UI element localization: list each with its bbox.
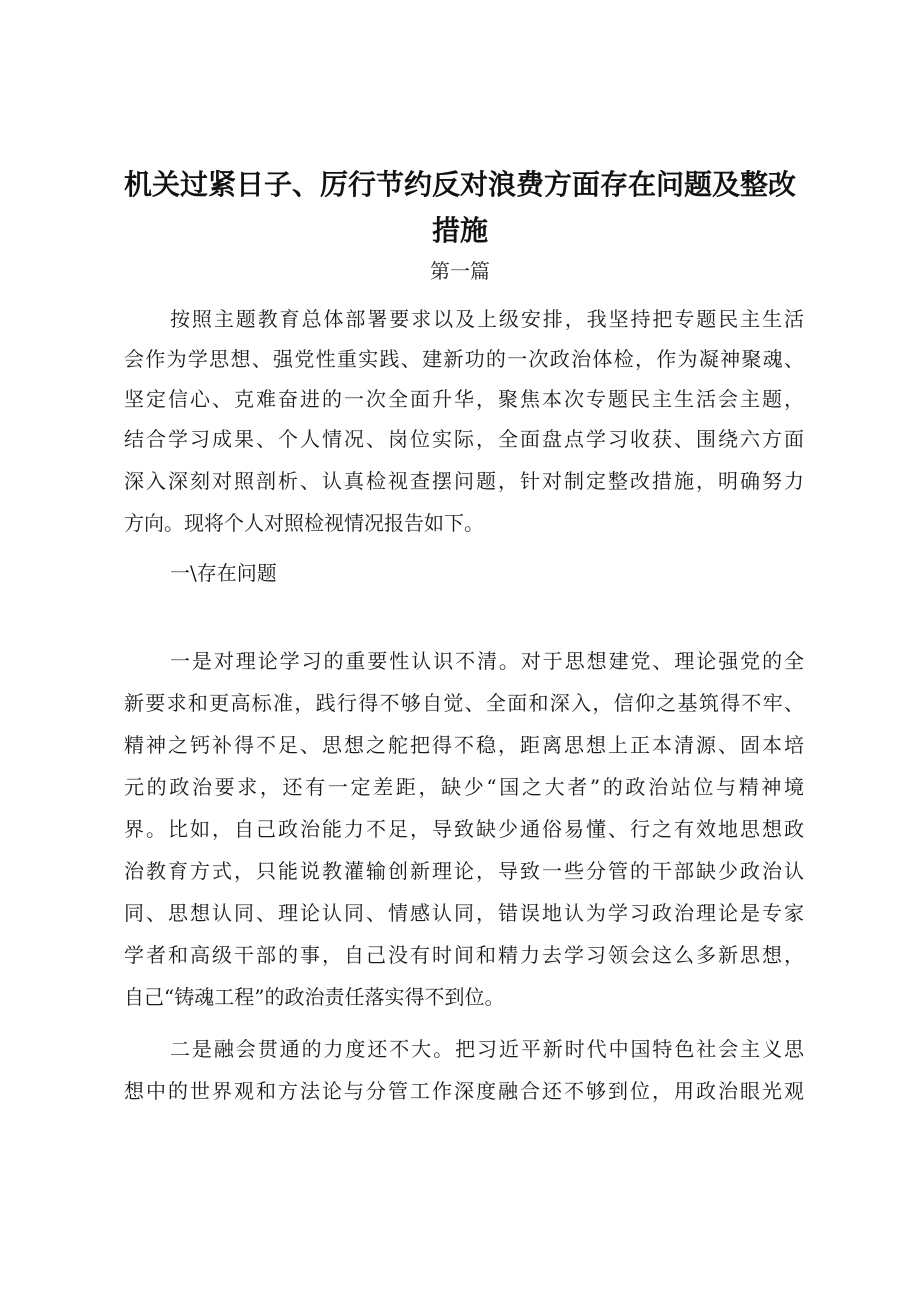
paragraph-1-line: 结合学习成果、个人情况、岗位实际，全面盘点学习收获、围绕六方面 bbox=[124, 427, 804, 451]
paragraph-1-line: 会作为学思想、强党性重实践、建新功的一次政治体检，作为凝神聚魂、 bbox=[124, 347, 804, 371]
paragraph-1-line: 坚定信心、克难奋进的一次全面升华，聚焦本次专题民主生活会主题， bbox=[124, 387, 804, 411]
paragraph-1-line: 按照主题教育总体部署要求以及上级安排，我坚持把专题民主生活 bbox=[170, 307, 804, 331]
paragraph-2-line: 元的政治要求，还有一定差距，缺少“国之大者”的政治站位与精神境 bbox=[124, 775, 804, 799]
paragraph-1-line: 深入深刻对照剖析、认真检视查摆问题，针对制定整改措施，明确努力 bbox=[124, 469, 804, 493]
paragraph-2-line: 学者和高级干部的事，自己没有时间和精力去学习领会这么多新思想， bbox=[124, 943, 804, 967]
paragraph-2-line: 同、思想认同、理论认同、情感认同，错误地认为学习政治理论是专家 bbox=[124, 901, 804, 925]
document-title-line-1: 机关过紧日子、厉行节约反对浪费方面存在问题及整改 bbox=[123, 168, 796, 201]
paragraph-3-line: 想中的世界观和方法论与分管工作深度融合还不够到位，用政治眼光观 bbox=[124, 1079, 804, 1103]
paragraph-2-line: 界。比如，自己政治能力不足，导致缺少通俗易懂、行之有效地思想政 bbox=[124, 817, 804, 841]
paragraph-2-line: 新要求和更高标准，践行得不够自觉、全面和深入，信仰之基筑得不牢、 bbox=[124, 691, 804, 715]
document-title-line-2: 措施 bbox=[431, 214, 488, 247]
paragraph-1-line: 方向。现将个人对照检视情况报告如下。 bbox=[124, 511, 484, 535]
paragraph-2-line: 自己“铸魂工程”的政治责任落实得不到位。 bbox=[124, 985, 505, 1009]
paragraph-2-line: 精神之钙补得不足、思想之舵把得不稳，距离思想上正本清源、固本培 bbox=[124, 733, 804, 757]
subsection-heading bbox=[232, 603, 912, 633]
paragraph-2-line: 治教育方式，只能说教灌输创新理论，导致一些分管的干部缺少政治认 bbox=[124, 859, 804, 883]
paragraph-3-line: 二是融会贯通的力度还不大。把习近平新时代中国特色社会主义思 bbox=[170, 1037, 804, 1061]
document-subtitle: 第一篇 bbox=[430, 259, 490, 283]
section-heading: 一\存在问题 bbox=[170, 561, 277, 585]
paragraph-2-line: 一是对理论学习的重要性认识不清。对于思想建党、理论强党的全 bbox=[170, 649, 804, 673]
